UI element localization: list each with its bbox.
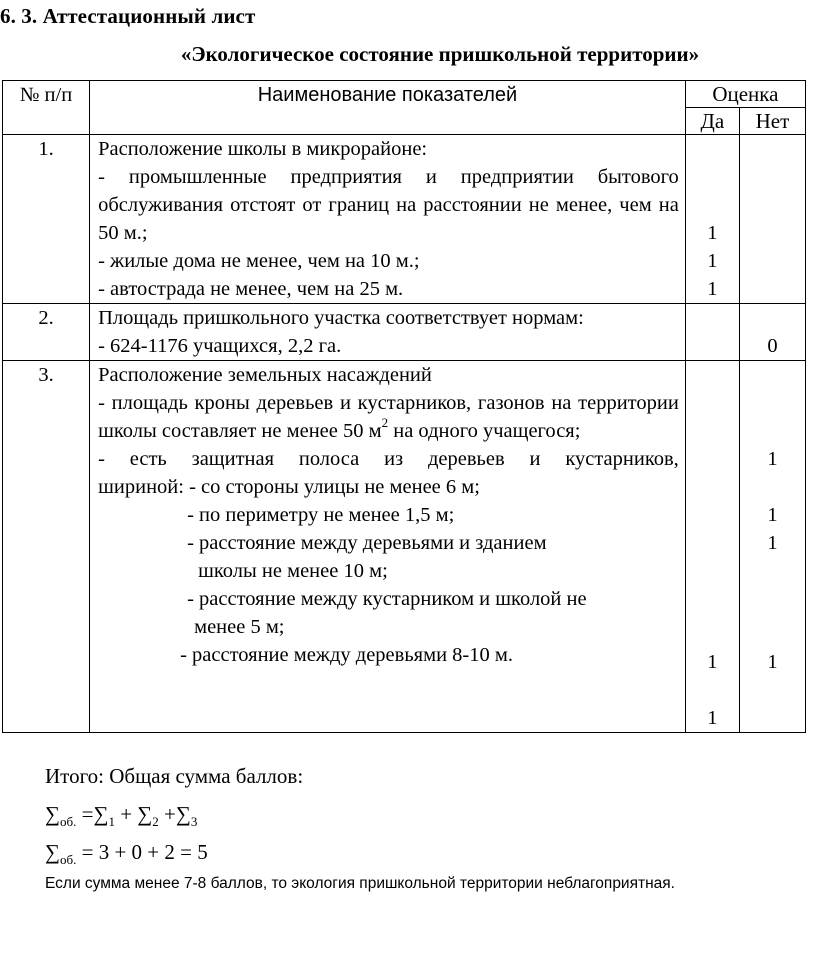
row-line: - расстояние между кустарником и школой не xyxy=(187,588,587,610)
row-line: школы не менее 10 м; xyxy=(198,560,388,582)
row-number: 1. xyxy=(3,135,90,304)
row-intro: Расположение земельных насаждений xyxy=(98,364,432,386)
sum-formula: $\sum_{об.} =\sum_1 + \sum_2 +\sum_3$ xyxy=(45,802,198,830)
summary-block xyxy=(45,757,303,871)
yes-mark: 1 xyxy=(707,222,718,244)
sum-result: $\sum_{об.} = 3 + 0 + 2 = 5$ xyxy=(45,840,208,868)
row-line: - расстояние между деревьями и зданием xyxy=(187,532,547,554)
yes-cell xyxy=(685,135,739,304)
row-number: 3. xyxy=(3,361,90,733)
yes-cell xyxy=(685,361,739,733)
no-mark: 1 xyxy=(767,532,778,554)
yes-cell xyxy=(685,304,739,361)
row-line: - жилые дома не менее, чем на 10 м.; xyxy=(98,250,420,272)
table-row xyxy=(3,304,806,361)
no-cell xyxy=(739,304,805,361)
row-paragraph: - площадь кроны деревьев и кустарников, газонов на территории школы составляет не менее 50 $м^2$ на одного учащегося; xyxy=(98,392,679,442)
summary-label: Итого: Общая сумма баллов: xyxy=(45,764,304,788)
section-heading: 6. 3. Аттестационный лист xyxy=(0,4,256,28)
row-paragraph: - промышленные предприятия и предприятии бытового обслуживания отстоят от границ на расстоянии не менее, чем на 50 м.; xyxy=(98,166,679,244)
row-description xyxy=(90,135,686,304)
yes-mark: 1 xyxy=(707,707,718,729)
row-line: менее 5 м; xyxy=(194,616,285,638)
header-indicator-name: Наименование показателей xyxy=(90,81,686,135)
no-mark: 1 xyxy=(767,651,778,673)
header-number: № п/п xyxy=(3,81,90,135)
no-cell xyxy=(739,361,805,733)
no-mark: 0 xyxy=(767,335,778,357)
superscript: 2 xyxy=(381,415,389,431)
header-yes: Да xyxy=(685,108,739,135)
conclusion-note: Если сумма менее 7-8 баллов, то экология пришкольной территории неблагоприятная. xyxy=(45,875,675,892)
assessment-table xyxy=(2,80,806,733)
header-no: Нет xyxy=(739,108,805,135)
table-row xyxy=(3,361,806,733)
table-row xyxy=(3,135,806,304)
row-intro: Площадь пришкольного участка соответствует нормам: xyxy=(98,307,584,329)
no-cell xyxy=(739,135,805,304)
row-line: - автострада не менее, чем на 25 м. xyxy=(98,278,404,300)
document-title: «Экологическое состояние пришкольной территории» xyxy=(180,42,700,66)
yes-mark: 1 xyxy=(707,651,718,673)
row-line: - есть защитная полоса из деревьев и кустарников, xyxy=(98,448,679,470)
row-line: - 624-1176 учащихся, 2,2 га. xyxy=(98,335,342,357)
row-description xyxy=(90,304,686,361)
row-line: - расстояние между деревьями 8-10 м. xyxy=(180,644,513,666)
row-line: шириной: - со стороны улицы не менее 6 м; xyxy=(98,476,480,498)
no-mark: 1 xyxy=(767,448,778,470)
no-mark: 1 xyxy=(767,504,778,526)
row-number: 2. xyxy=(3,304,90,361)
row-description xyxy=(90,361,686,733)
yes-mark: 1 xyxy=(707,250,718,272)
header-score: Оценка xyxy=(685,81,805,108)
row-intro: Расположение школы в микрорайоне: xyxy=(98,138,428,160)
row-line: - по периметру не менее 1,5 м; xyxy=(187,504,455,526)
yes-mark: 1 xyxy=(707,278,718,300)
